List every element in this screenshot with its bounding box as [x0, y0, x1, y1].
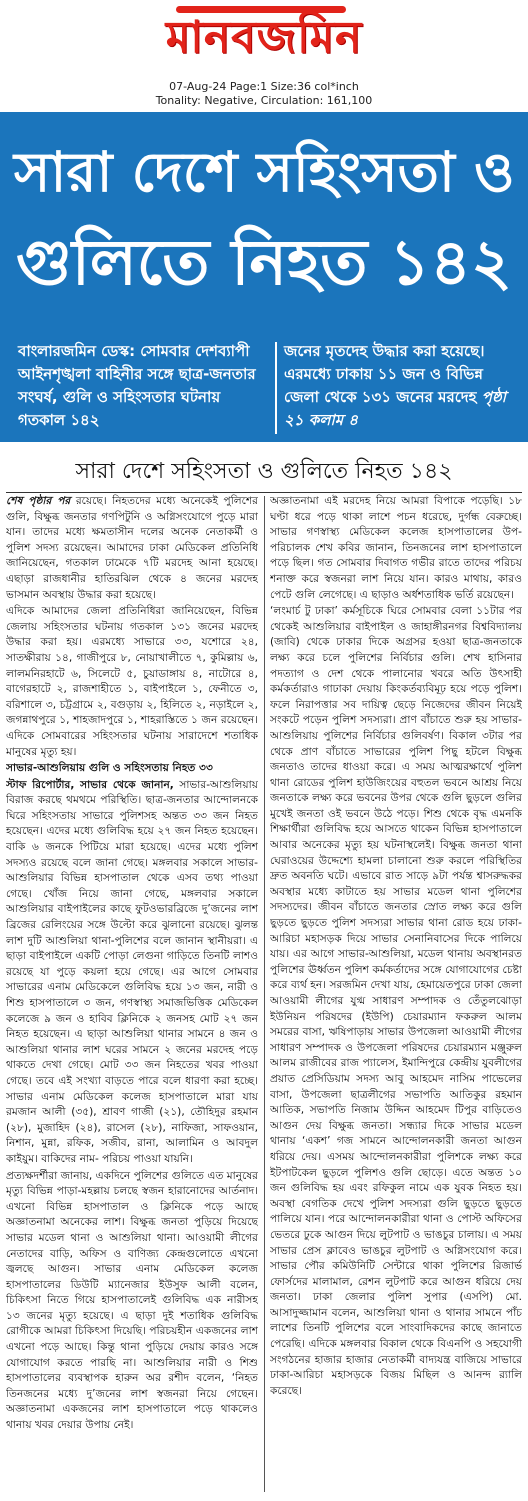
paragraph-text: রয়েছে। নিহতদের মধ্যে অনেকেই পুলিশের গুলি, বিক্ষুব্ধ জনতার গণপিটুনি ও অগ্নিসংযোগে পুড়ে মারা যান। তাদের মধ্যে ক্ষমতাসীন দলের অনেক নেতাকর্মী ও পুলিশ সদস্য রয়েছেন। আমাদের ঢাকা মেডিকেল প্রতিনিধি জানিয়েছেন, গতকাল ঢামেকে ৭টি মরদেহ আনা হয়েছে। এছাড়া রাজধানীর হাতিরঝিল থেকে ৪ জনের মরদেহ ভাসমান অবস্থায় উদ্ধার করা হয়েছে।	[6, 495, 258, 601]
banner-headline-line-1: সারা দেশে সহিংসতা ও	[14, 139, 515, 204]
paragraph: প্রত্যক্ষদর্শীরা জানায়, একদিনে পুলিশের গুলিতে এত মানুষের মৃত্যু বিভিন্ন পাড়া-মহল্লায় চলছে স্বজন হারানোদের আর্তনাদ। এখনো বিভিন্ন হাসপাতাল ও ক্লিনিকে পড়ে আছে অজ্ঞাতনামা অনেকের লাশ। বিক্ষুব্ধ জনতা পুড়িয়ে দিয়েছে সাভার মডেল থানা ও আশুলিয়া থানা। আওয়ামী লীগের নেতাদের বাড়ি, অফিস ও বাণিজ্য কেন্দ্রগুলোতে এখনো জ্বলছে আগুন। সাভার এনাম মেডিকেল কলেজ হাসপাতালের ডিউটি ম্যানেজার ইউসুফ আলী বলেন, চিকিৎসা নিতে গিয়ে হাসপাতালেই গুলিবিদ্ধ এক নারীসহ ১৩ জনের মৃত্যু হয়েছে। এ ছাড়া দুই শতাধিক গুলিবিদ্ধ রোগীকে আমরা চিকিৎসা দিয়েছি। পরিচয়হীন একজনের লাশ এখনো পড়ে আছে। কিন্তু থানা পুড়িয়ে দেয়ায় কারও সঙ্গে যোগাযোগ করতে পারছি না। আশুলিয়ার নারী ও শিশু হাসপাতালের ব্যবস্থাপক হারুন অর রশীদ বলেন, ‘নিহত তিনজনের মধ্যে দু’জনের লাশ স্বজনরা নিয়ে গেছেন। অজ্ঞাতনামা একজনের লাশ হাসপাতালে পড়ে থাকলেও থানায় খবর দেয়ার উপায় নেই।	[6, 1169, 258, 1432]
lead-right	[284, 340, 516, 432]
paragraph	[6, 494, 258, 603]
paragraph: এদিকে আমাদের জেলা প্রতিনিধিরা জানিয়েছেন, বিভিন্ন জেলায় সহিংসতার ঘটনায় গতকাল ১৩১ জনের মরদেহ উদ্ধার করা হয়। এরমধ্যে সাভারে ৩৩, যশোরে ২৪, সাতক্ষীরায় ১৪, গাজীপুরে ৮, নোয়াখালীতে ৭, কুমিল্লায় ৬, লালমনিরহাটে ৬, সিলেটে ৫, চুয়াডাঙ্গায় ৪, নাটোরে ৪, বাগেরহাটে ২, রাজশাহীতে ১, বাইপাইলে ১, ফেনীতে ৩, বরিশালে ৩, চট্টগ্রামে ২, বগুড়ায় ২, হিলিতে ২, নড়াইলে ২, জগন্নাথপুরে ১, শাহজাদপুরে ১, শাহরাস্তিতে ১ জন রয়েছেন। এদিকে সোমবারের সহিংসতার ঘটনায় সারাদেশে শতাধিক মানুষের মৃত্যু হয়।	[6, 605, 258, 758]
lead-divider	[275, 342, 277, 434]
lead-page-reference: পৃষ্ঠা ২১ কলাম ৪	[284, 388, 507, 429]
column-divider	[264, 496, 265, 1492]
paragraph: অজ্ঞাতনামা এই মরদেহ নিয়ে আমরা বিপাকে পড়েছি। ১৮ ঘণ্টা ধরে পড়ে থাকা লাশে পচন ধরেছে, দুর্গন্ধ বেরুচ্ছে। সাভার গণস্বাস্থ্য মেডিকেল কলেজ হাসপাতালের উপ-পরিচালক শেখ কবির জানান, তিনজনের লাশ হাসপাতালে পড়ে ছিল। গত সোমবার দিবাগত গভীর রাতে তাদের পরিচয় শনাক্ত করে স্বজনরা লাশ নিয়ে যান। কারও মাথায়, কারও পেটে গুলি লেগেছে। এ ছাড়াও অর্ধশতাধিক ভর্তি রয়েছেন।	[270, 495, 522, 601]
paragraph	[6, 778, 258, 1168]
article-column-left	[6, 494, 258, 1494]
banner-headline-line-2: গুলিতে নিহত ১৪২	[15, 225, 512, 299]
newspaper-logo: মানবজমিন	[165, 12, 363, 63]
clipping-date-size: 07-Aug-24 Page:1 Size:36 col*inch	[169, 80, 359, 93]
headline-rule	[6, 492, 522, 493]
masthead	[0, 0, 528, 80]
lead-left: বাংলারজমিন ডেস্ক: সোমবার দেশব্যাপী আইনশৃঙ্খলা বাহিনীর সঙ্গে ছাত্র-জনতার সংঘর্ষ, গুলি ও সহিংসতার ঘটনায় গতকাল ১৪২	[18, 342, 256, 429]
paragraph: ‘লংমার্চ টু ঢাকা’ কর্মসূচিকে ঘিরে সোমবার বেলা ১১টার পর থেকেই আশুলিয়ার বাইপাইল ও জাহাঙ্গীরনগর বিশ্ববিদ্যালয় (জাবি) থেকে ঢাকার দিকে অগ্রসর হওয়া ছাত্র-জনতাকে লক্ষ্য করে চলে পুলিশের নির্বিচার গুলি। শেখ হাসিনার পদত্যাগ ও দেশ থেকে পালানোর খবরে অতি উৎসাহী কর্মকর্তারাও গাঢাকা দেয়ায় কিংকর্তব্যবিমূঢ় হয়ে পড়ে পুলিশ। ফলে নিরাপত্তার সব দায়িত্ব ছেড়ে নিজেদের জীবন নিয়েই সংকটে পড়েন পুলিশ সদস্যরা। প্রাণ বাঁচাতে শুরু হয় সাভার-আশুলিয়ায় পুলিশের নির্বিচার গুলিবর্ষণ। বিকাল ৩টার পর থেকে প্রাণ বাঁচাতে সাভারের পুলিশ পিছু হটলে বিক্ষুব্ধ জনতাও তাদের ধাওয়া করে। এ সময় আত্মরক্ষার্থে পুলিশ থানা রোডের পুলিশ হাউজিংয়ের বহুতল ভবনে আশ্রয় নিয়ে জনতাকে লক্ষ্য করে ভবনের উপর থেকে গুলি ছুড়লে গুলির মুখেই জনতা ওই ভবনে উঠে পড়ে। শিশু থেকে বৃদ্ধ এমনকি শিক্ষার্থীরা গুলিবিদ্ধ হয়ে আসতে থাকেন বিভিন্ন হাসপাতালে আবার অনেকের মৃত্যু হয় ঘটনাস্থলেই। বিক্ষুব্ধ জনতা থানা ঘেরাওয়ের উদ্দেশ্যে হামলা চালানো শুরু করলে পরিস্থিতির দ্রুত অবনতি ঘটে। এভাবে রাত সাড়ে ৯টা পর্যন্ত শ্বাসরুদ্ধকর অবস্থার মধ্যে কাটাতে হয় সাভার মডেল থানা পুলিশের সদস্যদের। জীবন বাঁচাতে জনতার স্রোত লক্ষ্য করে গুলি ছুড়তে ছুড়তে পুলিশ সদস্যরা সাভার থানা রোড হয়ে ঢাকা-আরিচা মহাসড়ক দিয়ে সাভার সেনানিবাসের দিকে পালিয়ে যায়। এর আগে সাভার-আশুলিয়া, মডেল থানায় অবস্থানরত পুলিশের ঊর্ধ্বতন পুলিশ কর্মকর্তাদের সঙ্গে যোগাযোগের চেষ্টা করে ব্যর্থ হন। সরজমিন দেখা যায়, হেমায়েতপুরে ঢাকা জেলা আওয়ামী লীগের যুগ্ম সাধারণ সম্পাদক ও তেঁতুলঝোড়া ইউনিয়ন পরিষদের (ইউপি) চেয়ারম্যান ফকরুল আলম সমরের বাসা, ঋষিপাড়ায় সাভার উপজেলা আওয়ামী লীগের সাধারণ সম্পাদক ও উপজেলা পরিষদের চেয়ারম্যান মঞ্জুরুল আলম রাজীবের রাজ প্যালেস, ইমান্দিপুরে কেন্দ্রীয় যুবলীগের প্রয়াত প্রেসিডিয়াম সদস্য আবু আহমেদ নাসিম পাভেলের বাসা, উপজেলা ছাত্রলীগের সভাপতি আতিকুর রহমান আতিক, সভাপতি নিজাম উদ্দিন আহমেদ টিপুর বাড়িতেও আগুন দেয় বিক্ষুব্ধ জনতা। সন্ধ্যার দিকে সাভার মডেল থানায় ‘একশ’ গজ সামনে আন্দোলনকারী জনতা আগুন ধরিয়ে দেয়। এসময় আন্দোলনকারীরা পুলিশকে লক্ষ্য করে ইটপাটকেল ছুড়লে পুলিশও গুলি ছোড়ে। এতে অন্তত ১০ জন গুলিবিদ্ধ হয় এবং রফিকুল নামে এক যুবক নিহত হয়। অবস্থা বেগতিক দেখে পুলিশ সদস্যরা গুলি ছুড়তে ছুড়তে পালিয়ে যান। পরে আন্দোলনকারীরা থানা ও পোস্ট অফিসের ভেতরে ঢুকে আগুন দিয়ে লুটপাট ও ভাঙচুর চালায়। এ সময় সাভার প্রেস ক্লাবেও ভাঙচুর লুটপাট ও অগ্নিসংযোগ করে। সাভার পৌর কমিউনিটি সেন্টারে থাকা পুলিশের রিজার্ভ ফোর্সদের মালামাল, রেশন লুটপাট করে আগুন ধরিয়ে দেয় জনতা। ঢাকা জেলার পুলিশ সুপার (এসপি) মো. আসাদুজ্জামান বলেন, আশুলিয়া থানা ও থানার সামনে পাঁচ লাশের তিনটি পুলিশের বলে সাংবাদিকদের কাছে জানাতে পেরেছি। এদিকে মঙ্গলবার বিকাল থেকে বিএনপি ও সহযোগী সংগঠনের হাজার হাজার নেতাকর্মী বাদ্যযন্ত্র বাজিয়ে সাভারে ঢাকা-আরিচা মহাসড়কে বিজয় মিছিল ও আনন্দ র‌্যালি করেছে।	[270, 605, 522, 1397]
clipping-meta	[0, 80, 528, 108]
article-column-right	[270, 494, 522, 1494]
byline: স্টাফ রিপোর্টার, সাভার থেকে জানান,	[6, 778, 174, 791]
sub-headline: সাভার-আশুলিয়ায় গুলি ও সহিংসতায় নিহত ৩৩	[6, 762, 213, 775]
article-headline: সারা দেশে সহিংসতা ও গুলিতে নিহত ১৪২	[75, 459, 453, 484]
clipping-tonality: Tonality: Negative, Circulation: 161,100	[155, 94, 373, 107]
continuation-label: শেষ পৃষ্ঠার পর	[6, 495, 71, 507]
lead-right-text: জনের মৃতদেহ উদ্ধার করা হয়েছে। এরমধ্যে ঢাকায় ১১ জন ও বিভিন্ন জেলা থেকে ১৩১ জনের মরদেহ	[284, 342, 485, 406]
paragraph-text: সাভার-আশুলিয়ায় বিরাজ করছে থমথমে পরিস্থিতি। ছাত্র-জনতার আন্দোলনকে ঘিরে সহিংসতায় সাভারে পুলিশসহ অন্তত ৩৩ জন নিহত হয়েছেন। এদের মধ্যে গুলিবিদ্ধ হয়ে ২৭ জন নিহত হয়েছেন। বাকি ৬ জনকে পিটিয়ে মারা হয়েছে। এদের মধ্যে পুলিশ সদস্যও রয়েছে বলে জানা গেছে। মঙ্গলবার সকালে সাভার-আশুলিয়ার বিভিন্ন হাসপাতাল থেকে এসব তথ্য পাওয়া গেছে। খোঁজ নিয়ে জানা গেছে, মঙ্গলবার সকালে আশুলিয়ার বাইপাইলের কাছে ফুটওভারব্রিজে দু’জনের লাশ ব্রিজের রেলিংয়ের সঙ্গে উল্টো করে ঝুলানো রয়েছে। ঝুলন্ত লাশ দুটি আশুলিয়া থানা-পুলিশের বলে জানান স্থানীয়রা। এ ছাড়া বাইপাইলে একটি পোড়া লেগুনা গাড়িতে তিনটি লাশও রয়েছে যা পুড়ে কয়লা হয়ে গেছে। এর আগে সোমবার সাভারের এনাম মেডিকেলে গুলিবিদ্ধ হয়ে ১৩ জন, নারী ও শিশু হাসপাতালে ৩ জন, গণস্বাস্থ্য সমাজভিত্তিক মেডিকেল কলেজে ৯ জন ও হাবিব ক্লিনিকে ২ জনসহ মোট ২৭ জন নিহত হয়েছেন। এ ছাড়া আশুলিয়া থানার সামনে ৪ জন ও আশুলিয়া থানার লাশ ঘরের সামনে ২ জনের মরদেহ পড়ে থাকতে দেখা গেছে। মোট ৩৩ জন নিহতের খবর পাওয়া গেছে। তবে এই সংখ্যা বাড়তে পারে বলে ধারণা করা হচ্ছে। সাভার এনাম মেডিকেল কলেজ হাসপাতালে মারা যায় রমজান আলী (৩৫), শ্রাবণ গাজী (২১), তৌহিদুর রহমান (২৮), মুজাহিদ (২৪), রাসেল (২৮), নাফিজা, সাফওয়ান, নিশান, মুন্না, রফিক, সজীব, রানা, আলামিন ও আবদুল কাইয়ুম। বাকিদের নাম- পরিচয় পাওয়া যায়নি।	[6, 778, 258, 1165]
